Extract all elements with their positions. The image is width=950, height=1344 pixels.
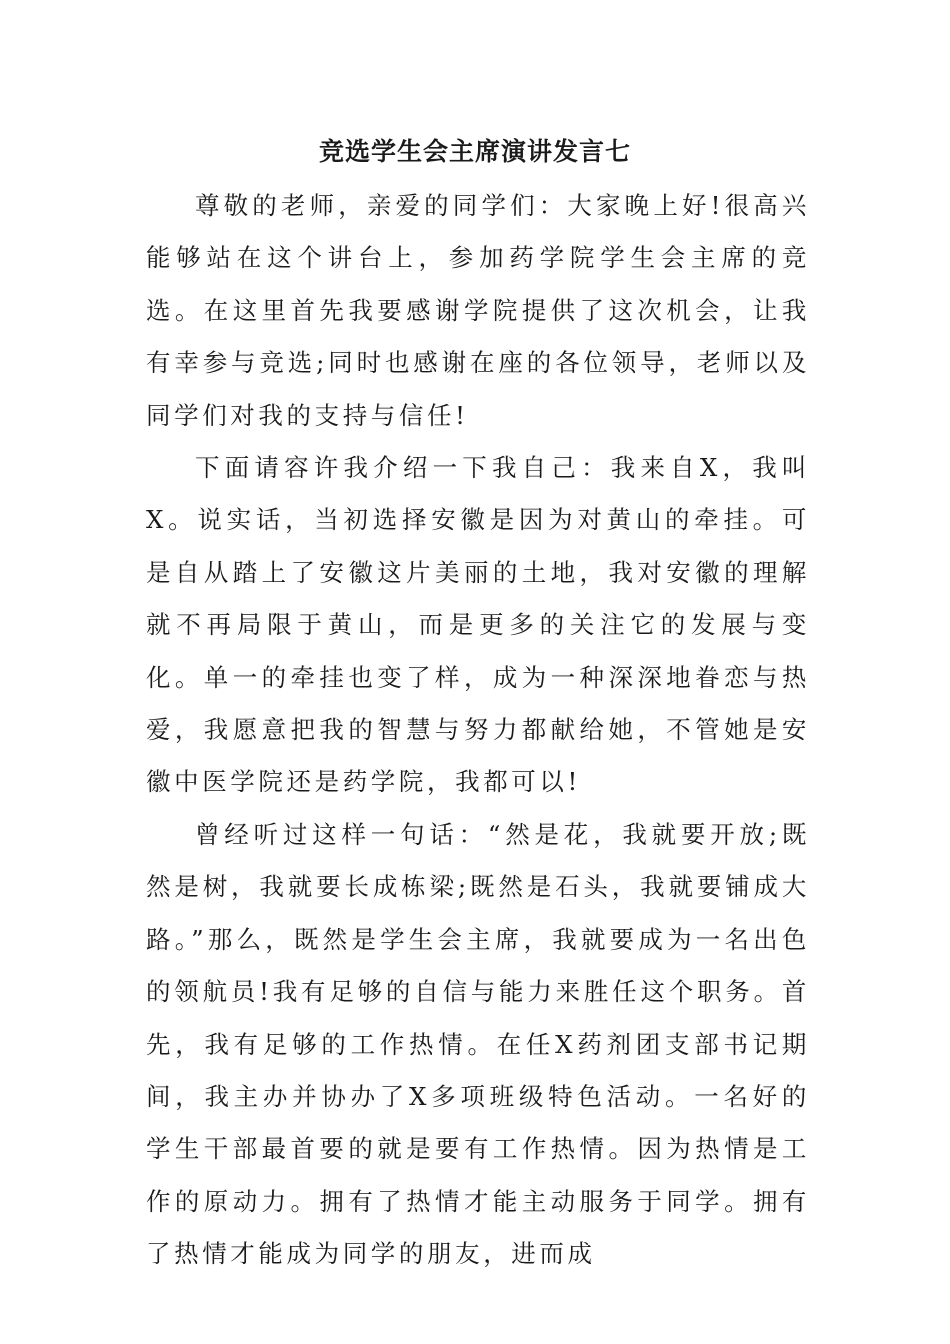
document-title: 竞选学生会主席演讲发言七 — [318, 137, 631, 166]
paragraph-greeting: 尊敬的老师，亲爱的同学们：大家晚上好!很高兴能够站在这个讲台上，参加药学院学生会主席的竞选。在这里首先我要感谢学院提供了这次机会，让我有幸参与竞选;同时也感谢在座的各位领导，老师以及同学们对我的支持与信任! — [146, 191, 810, 430]
paragraph-self-introduction: 下面请容许我介绍一下我自己：我来自X，我叫X。说实话，当初选择安徽是因为对黄山的牵挂。可是自从踏上了安徽这片美丽的土地，我对安徽的理解就不再局限于黄山，而是更多的关注它的发展与变化。单一的牵挂也变了样，成为一种深深地眷恋与热爱，我愿意把我的智慧与努力都献给她，不管她是安徽中医学院还是药学院，我都可以! — [146, 453, 810, 797]
paragraph-qualifications: 曾经听过这样一句话：“然是花，我就要开放;既然是树，我就要长成栋梁;既然是石头，我就要铺成大路。”那么，既然是学生会主席，我就要成为一名出色的领航员!我有足够的自信与能力来胜任这个职务。首先，我有足够的工作热情。在任X药剂团支部书记期间，我主办并协办了X多项班级特色活动。一名好的学生干部最首要的就是要有工作热情。因为热情是工作的原动力。拥有了热情才能主动服务于同学。拥有了热情才能成为同学的朋友，进而成 — [146, 819, 810, 1269]
document-body — [146, 180, 810, 1281]
